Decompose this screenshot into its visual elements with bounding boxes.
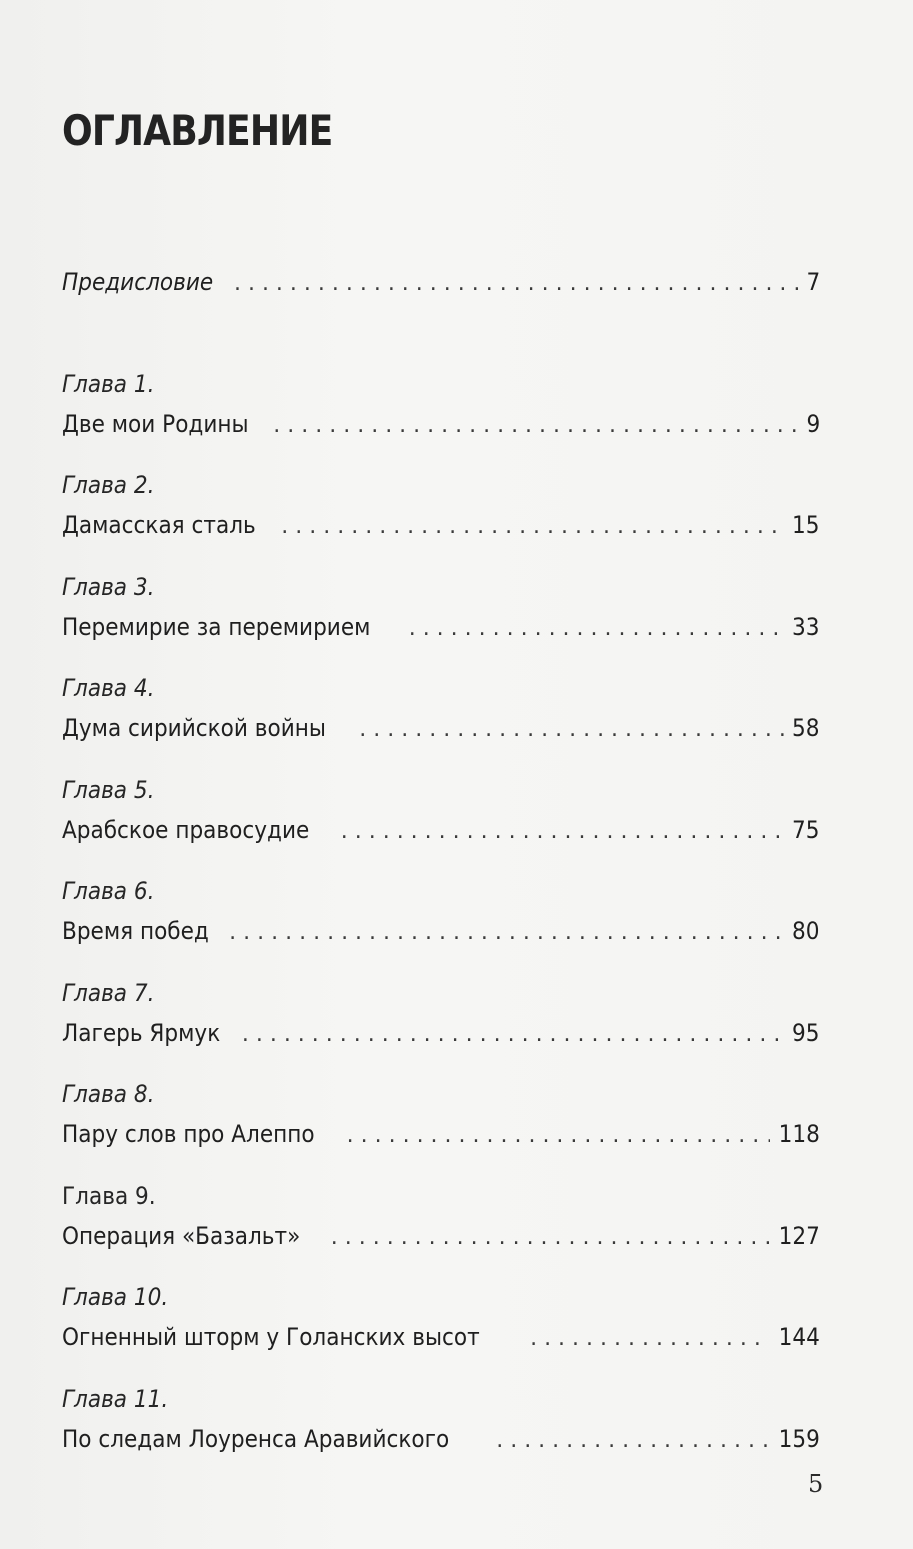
toc-page-number: 127 <box>778 1221 820 1250</box>
dot-leader <box>409 609 786 649</box>
toc-page-number: 95 <box>792 1018 820 1047</box>
toc-page-number: 33 <box>792 612 820 641</box>
table-of-contents <box>62 262 820 1480</box>
chapter-title: По следам Лоуренса Аравийского <box>62 1424 450 1453</box>
chapter-title: Перемирие за перемирием <box>62 612 371 641</box>
dot-leader <box>341 812 786 852</box>
chapter-heading: Глава 10. <box>62 1283 169 1311</box>
chapter-heading: Глава 7. <box>62 978 155 1007</box>
dot-leader <box>331 1218 770 1258</box>
toc-page-number: 9 <box>806 409 820 438</box>
toc-page-number: 58 <box>792 714 820 742</box>
page-title: ОГЛАВЛЕНИЕ <box>62 106 333 155</box>
chapter-title: Время побед <box>62 917 209 945</box>
chapter-heading: Глава 2. <box>62 471 155 499</box>
chapter-title: Дума сирийской войны <box>62 714 326 742</box>
dot-leader <box>530 1319 770 1359</box>
dot-leader <box>347 1116 771 1156</box>
chapter-heading: Глава 4. <box>62 674 155 702</box>
toc-entry-chapter-11 <box>62 1379 820 1481</box>
chapter-heading: Глава 1. <box>62 369 155 398</box>
chapter-title: Дамасская сталь <box>62 511 256 539</box>
dot-leader <box>359 710 785 750</box>
chapter-title: Лагерь Ярмук <box>62 1018 221 1047</box>
dot-leader <box>229 913 785 953</box>
chapter-heading: Глава 6. <box>62 877 155 905</box>
dot-leader <box>281 507 785 547</box>
dot-leader <box>242 1015 786 1055</box>
toc-page-number: 75 <box>792 815 820 844</box>
toc-page-number: 80 <box>792 917 820 945</box>
toc-entry-chapter-7 <box>62 973 820 1075</box>
dot-leader <box>496 1421 770 1461</box>
dot-leader <box>234 264 801 304</box>
toc-page-number: 118 <box>778 1120 820 1148</box>
chapter-title: Операция «Базальт» <box>62 1221 301 1250</box>
chapter-title: Пару слов про Алеппо <box>62 1120 315 1148</box>
toc-entry-chapter-6 <box>62 871 820 973</box>
toc-entry-chapter-8 <box>62 1074 820 1176</box>
toc-entry-chapter-9 <box>62 1176 820 1278</box>
dot-leader <box>273 406 800 446</box>
toc-entry-chapter-1 <box>62 364 820 466</box>
toc-page-number: 7 <box>806 268 820 296</box>
chapter-heading: Глава 5. <box>62 775 155 804</box>
toc-entry-chapter-3 <box>62 567 820 669</box>
toc-entry-label: Предисловие <box>62 268 214 296</box>
toc-entry-chapter-4 <box>62 668 820 770</box>
toc-page-number: 144 <box>778 1323 820 1351</box>
toc-entry-chapter-10 <box>62 1277 820 1379</box>
toc-page-number: 15 <box>792 511 820 539</box>
page-number-folio: 5 <box>808 1470 824 1498</box>
chapter-heading: Глава 8. <box>62 1080 155 1108</box>
chapter-heading: Глава 3. <box>62 572 155 601</box>
toc-page-number: 159 <box>778 1424 820 1453</box>
toc-entry-preface <box>62 262 820 302</box>
chapter-title: Две мои Родины <box>62 409 249 438</box>
chapter-title: Огненный шторм у Голанских высот <box>62 1323 480 1351</box>
toc-entry-chapter-5 <box>62 770 820 872</box>
chapter-heading: Глава 9. <box>62 1181 156 1210</box>
chapter-title: Арабское правосудие <box>62 815 310 844</box>
chapter-heading: Глава 11. <box>62 1384 169 1413</box>
toc-entry-chapter-2 <box>62 465 820 567</box>
